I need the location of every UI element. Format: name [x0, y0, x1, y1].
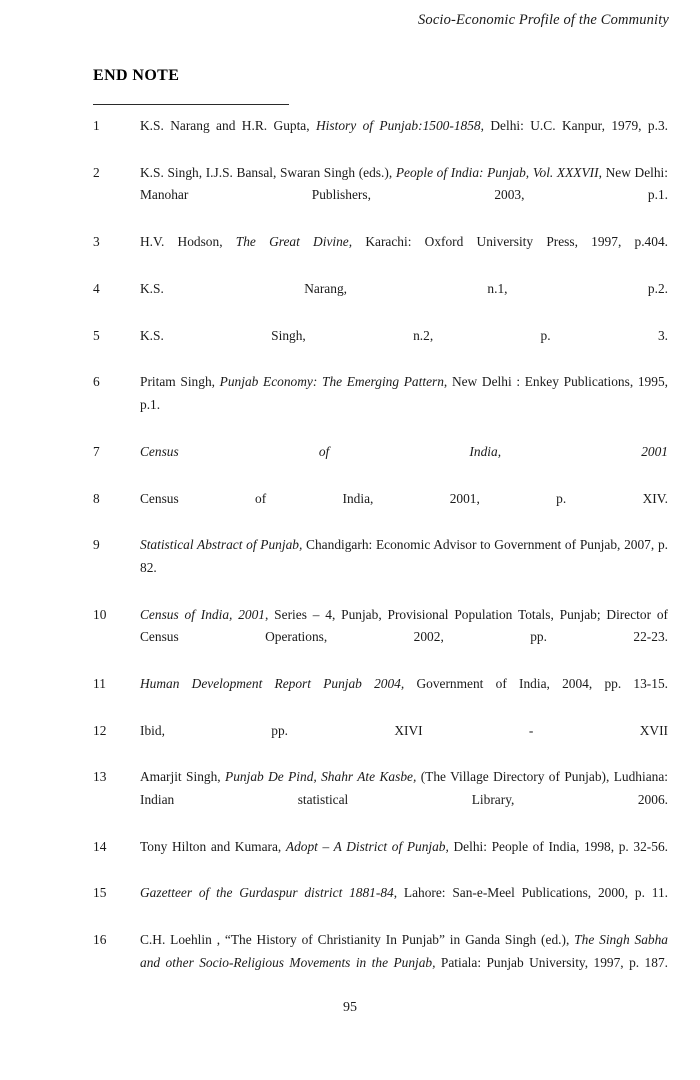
endnote-number: 14: [93, 838, 107, 854]
endnote-item: [93, 231, 668, 276]
endnote-number: 13: [93, 769, 107, 785]
endnote-item: [93, 604, 668, 671]
endnote-number: 9: [93, 537, 100, 553]
endnote-number: 10: [93, 606, 107, 622]
endnote-text: K.S. Narang and H.R. Gupta, History of Punjab:1500-1858, Delhi: U.C. Kanpur, 1979, p.3.: [140, 118, 668, 133]
endnote-text: K.S. Singh, I.J.S. Bansal, Swaran Singh (eds.), People of India: Punjab, Vol. XXXVII, New Delhi: Manohar Publishers, 2003, p.1.: [140, 164, 668, 203]
title-divider-rule: [93, 104, 289, 105]
endnote-text: Statistical Abstract of Punjab, Chandigarh: Economic Advisor to Government of Punjab, 2007, p. 82.: [140, 537, 668, 575]
running-header: Socio-Economic Profile of the Community: [418, 12, 669, 28]
endnote-number: 16: [93, 932, 107, 948]
endnote-item: [93, 441, 668, 486]
endnote-item: [93, 278, 668, 323]
endnote-item: [93, 325, 668, 370]
endnote-number: 4: [93, 280, 100, 296]
endnote-item: [93, 534, 668, 601]
endnote-number: 7: [93, 443, 100, 459]
endnote-text: Census of India, 2001, p. XIV.: [140, 490, 668, 506]
endnote-text: Gazetteer of the Gurdaspur district 1881-84, Lahore: San-e-Meel Publications, 2000, p. 11.: [140, 885, 668, 901]
endnote-item: [93, 371, 668, 438]
endnote-item: [93, 766, 668, 833]
page-title: END NOTE: [93, 66, 180, 84]
endnote-number: 15: [93, 885, 107, 901]
endnote-text: Human Development Report Punjab 2004, Government of India, 2004, pp. 13-15.: [140, 675, 668, 691]
endnote-number: 8: [93, 490, 100, 506]
endnote-text: Census of India, 2001, Series – 4, Punjab, Provisional Population Totals, Punjab; Director of Census Operations, 2002, pp. 22-23.: [140, 606, 669, 644]
endnote-number: 2: [93, 164, 100, 180]
endnote-number: 11: [93, 675, 106, 691]
endnote-number: 12: [93, 722, 107, 738]
endnote-item: [93, 162, 668, 229]
endnote-text: C.H. Loehlin , “The History of Christianity In Punjab” in Ganda Singh (ed.), The Singh Sabha and other Socio-Religious Movements in the Punjab, Patiala: Punjab University, 1997, p. 187.: [140, 932, 668, 970]
endnote-text: H.V. Hodson, The Great Divine, Karachi: Oxford University Press, 1997, p.404.: [140, 234, 668, 250]
endnote-item: [93, 882, 668, 927]
endnote-text: Ibid, pp. XIVI - XVII: [140, 722, 668, 738]
endnote-text: K.S. Singh, n.2, p. 3.: [140, 327, 668, 343]
endnote-item: [93, 488, 668, 533]
endnote-number: 5: [93, 327, 100, 343]
endnote-number: 6: [93, 374, 100, 390]
endnote-item: [93, 836, 668, 881]
endnote-item: [93, 929, 668, 996]
endnote-text: K.S. Narang, n.1, p.2.: [140, 280, 668, 296]
endnote-list: [93, 115, 668, 998]
endnote-text: Tony Hilton and Kumara, Adopt – A District of Punjab, Delhi: People of India, 1998, p. 32-56.: [140, 838, 668, 854]
endnote-number: 3: [93, 234, 100, 250]
endnote-text: Pritam Singh, Punjab Economy: The Emerging Pattern, New Delhi : Enkey Publications, 1995, p.1.: [140, 374, 668, 412]
endnote-text: Amarjit Singh, Punjab De Pind, Shahr Ate Kasbe, (The Village Directory of Punjab), Ludhiana: Indian statistical Library, 2006.: [140, 769, 669, 807]
endnote-item: [93, 720, 668, 765]
endnote-item: [93, 673, 668, 718]
page-folio: 95: [343, 1000, 357, 1015]
endnote-text: Census of India, 2001: [140, 443, 668, 459]
endnote-number: 1: [93, 118, 100, 133]
endnote-item: [93, 115, 668, 160]
